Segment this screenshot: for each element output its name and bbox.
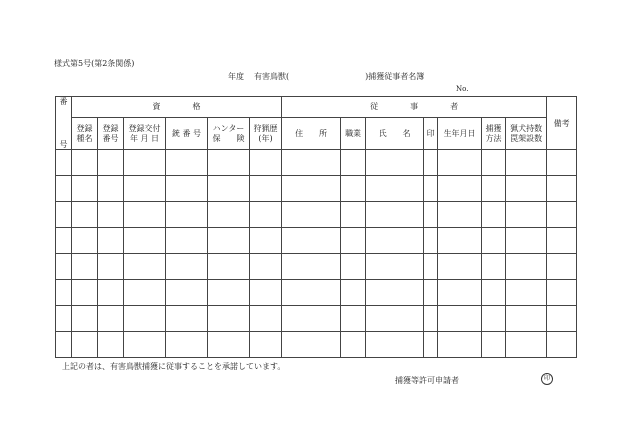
table-cell	[424, 228, 438, 254]
table-cell	[166, 202, 208, 228]
table-cell	[366, 176, 424, 202]
worker-group-header: 従 事 者	[282, 97, 547, 118]
number-label: No.	[456, 85, 469, 93]
table-cell	[72, 202, 98, 228]
table-cell	[506, 202, 547, 228]
table-cell	[250, 306, 282, 332]
table-cell	[424, 280, 438, 306]
table-cell	[282, 306, 341, 332]
table-cell	[282, 150, 341, 176]
table-cell	[506, 332, 547, 358]
table-cell	[250, 150, 282, 176]
table-row	[56, 332, 577, 358]
title-year-label: 年度	[228, 72, 244, 81]
table-cell	[72, 150, 98, 176]
table-cell	[56, 306, 72, 332]
table-cell	[482, 228, 506, 254]
table-cell	[438, 150, 482, 176]
table-cell	[506, 176, 547, 202]
table-cell	[482, 150, 506, 176]
table-cell	[438, 176, 482, 202]
table-row	[56, 306, 577, 332]
table-cell	[72, 306, 98, 332]
reg-type-header: 登録 種名	[72, 117, 98, 149]
table-cell	[56, 254, 72, 280]
table-cell	[124, 254, 166, 280]
approval-note: 上記の者は、有害鳥獣捕獲に従事することを承諾しています。	[62, 362, 286, 371]
table-cell	[98, 176, 124, 202]
table-cell	[341, 280, 366, 306]
table-cell	[424, 150, 438, 176]
table-row	[56, 254, 577, 280]
table-cell	[341, 306, 366, 332]
table-row	[56, 176, 577, 202]
table-row	[56, 280, 577, 306]
table-cell	[124, 176, 166, 202]
table-cell	[366, 280, 424, 306]
table-cell	[482, 202, 506, 228]
table-cell	[98, 228, 124, 254]
qualification-group-header: 資 格	[72, 97, 282, 118]
table-cell	[98, 150, 124, 176]
table-cell	[438, 228, 482, 254]
table-cell	[250, 176, 282, 202]
table-cell	[282, 280, 341, 306]
table-cell	[208, 228, 250, 254]
title-species-label: 有害鳥獣(	[254, 72, 290, 81]
table-cell	[98, 202, 124, 228]
table-cell	[208, 332, 250, 358]
table-cell	[124, 150, 166, 176]
table-cell	[438, 306, 482, 332]
table-cell	[341, 176, 366, 202]
table-cell	[366, 332, 424, 358]
form-code: 様式第5号(第2条関係)	[54, 59, 135, 68]
table-cell	[282, 202, 341, 228]
table-cell	[366, 202, 424, 228]
table-cell	[506, 280, 547, 306]
table-cell	[56, 280, 72, 306]
table-cell	[56, 202, 72, 228]
table-cell	[250, 228, 282, 254]
table-cell	[250, 254, 282, 280]
table-cell	[250, 332, 282, 358]
table-cell	[547, 176, 577, 202]
table-cell	[424, 306, 438, 332]
table-cell	[56, 176, 72, 202]
table-cell	[282, 228, 341, 254]
table-cell	[72, 332, 98, 358]
table-cell	[547, 306, 577, 332]
table-cell	[208, 306, 250, 332]
table-cell	[98, 306, 124, 332]
table-cell	[208, 176, 250, 202]
table-cell	[438, 254, 482, 280]
table-cell	[166, 150, 208, 176]
table-row	[56, 150, 577, 176]
reg-number-header: 登録 番号	[98, 117, 124, 149]
table-cell	[98, 280, 124, 306]
table-cell	[98, 332, 124, 358]
table-cell	[166, 254, 208, 280]
table-cell	[424, 176, 438, 202]
table-cell	[366, 228, 424, 254]
table-cell	[482, 332, 506, 358]
table-cell	[56, 228, 72, 254]
table-cell	[438, 332, 482, 358]
table-cell	[547, 150, 577, 176]
hunting-history-header: 狩猟歴 (年)	[250, 117, 282, 149]
table-cell	[341, 254, 366, 280]
table-cell	[208, 254, 250, 280]
table-cell	[72, 254, 98, 280]
name-header: 氏 名	[366, 117, 424, 149]
table-cell	[166, 332, 208, 358]
table-cell	[208, 150, 250, 176]
issue-date-header: 登録交付 年 月 日	[124, 117, 166, 149]
worker-roster-table	[55, 96, 577, 358]
table-cell	[547, 228, 577, 254]
table-cell	[56, 150, 72, 176]
table-cell	[341, 332, 366, 358]
table-cell	[166, 228, 208, 254]
seal-mark: 印	[541, 373, 553, 385]
table-cell	[166, 176, 208, 202]
form-title	[228, 71, 424, 82]
table-cell	[482, 176, 506, 202]
table-cell	[341, 150, 366, 176]
table-cell	[98, 254, 124, 280]
table-body	[56, 150, 577, 358]
table-cell	[366, 254, 424, 280]
table-cell	[506, 150, 547, 176]
table-cell	[424, 332, 438, 358]
table-cell	[72, 280, 98, 306]
table-cell	[482, 280, 506, 306]
table-cell	[72, 228, 98, 254]
table-row	[56, 202, 577, 228]
table-cell	[166, 306, 208, 332]
address-header: 住 所	[282, 117, 341, 149]
dogs-traps-header: 猟犬持数 罠架設数	[506, 117, 547, 149]
table-cell	[506, 254, 547, 280]
title-list-label: )捕獲従事者名簿	[365, 72, 425, 81]
table-cell	[56, 332, 72, 358]
applicant-label: 捕獲等許可申請者	[395, 376, 459, 385]
table-cell	[124, 332, 166, 358]
remarks-header: 備考	[547, 97, 577, 150]
table-cell	[124, 228, 166, 254]
hunter-insurance-header: ハンター 保 険	[208, 117, 250, 149]
table-cell	[547, 332, 577, 358]
table-cell	[424, 254, 438, 280]
table-cell	[250, 280, 282, 306]
seal-header: 印	[424, 117, 438, 149]
table-cell	[166, 280, 208, 306]
table-cell	[341, 202, 366, 228]
table-cell	[547, 202, 577, 228]
table-cell	[341, 228, 366, 254]
table-cell	[424, 202, 438, 228]
table-cell	[438, 202, 482, 228]
table-cell	[506, 306, 547, 332]
table-cell	[482, 306, 506, 332]
table-cell	[366, 150, 424, 176]
table-cell	[282, 176, 341, 202]
table-cell	[547, 280, 577, 306]
table-cell	[124, 202, 166, 228]
table-cell	[250, 202, 282, 228]
table-cell	[124, 280, 166, 306]
table-cell	[506, 228, 547, 254]
col-number-header: 番 号	[56, 97, 72, 150]
occupation-header: 職業	[341, 117, 366, 149]
table-cell	[208, 280, 250, 306]
table-cell	[366, 306, 424, 332]
table-row	[56, 228, 577, 254]
table-cell	[547, 254, 577, 280]
gun-number-header: 銃 番 号	[166, 117, 208, 149]
table-cell	[438, 280, 482, 306]
birthdate-header: 生年月日	[438, 117, 482, 149]
table-cell	[282, 254, 341, 280]
capture-method-header: 捕獲 方法	[482, 117, 506, 149]
table-cell	[482, 254, 506, 280]
table-cell	[282, 332, 341, 358]
table-cell	[208, 202, 250, 228]
table-cell	[124, 306, 166, 332]
table-cell	[72, 176, 98, 202]
